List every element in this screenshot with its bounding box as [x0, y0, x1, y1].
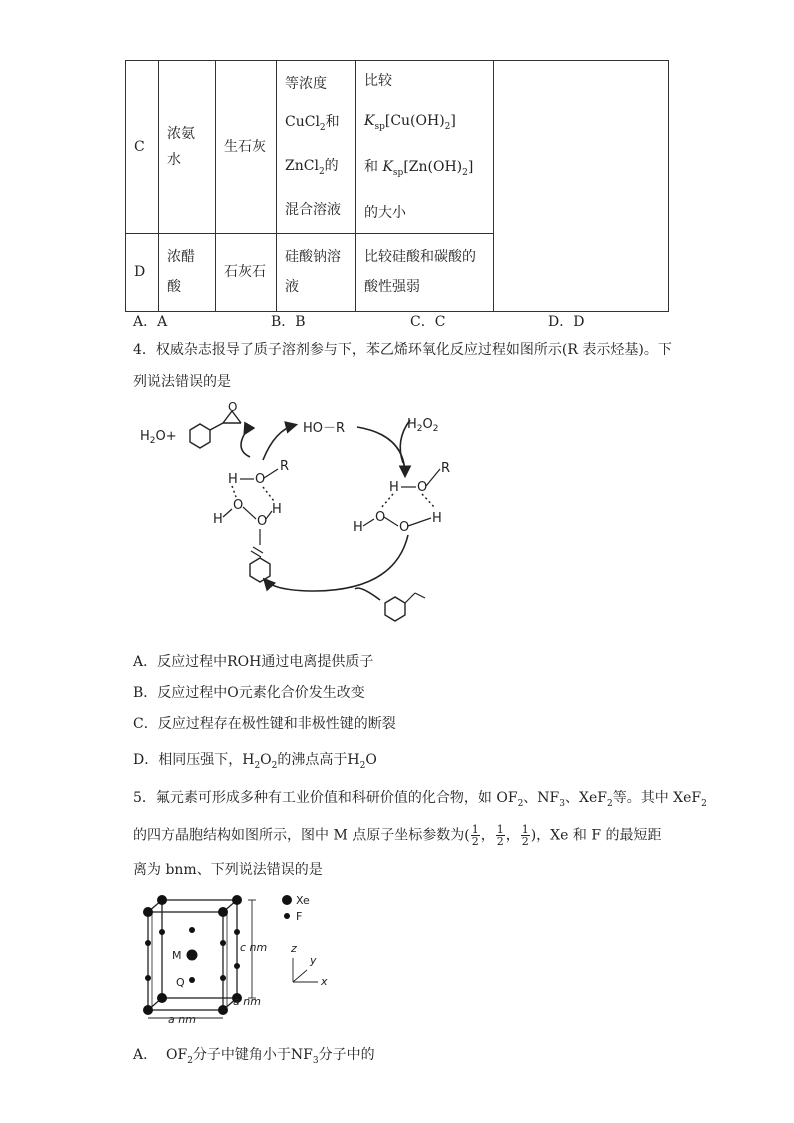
styrene-ring-icon [385, 597, 405, 621]
reagent-c-cell: 硅酸钠溶 液 [277, 233, 356, 311]
svg-text:O: O [257, 514, 268, 529]
cycle-arrow-icon [241, 433, 250, 457]
f-legend-icon [284, 913, 290, 919]
xe-legend-label: Xe [296, 894, 310, 907]
q3-option-a: A．A [133, 314, 168, 330]
xe-legend-icon [282, 895, 292, 905]
z-axis-label: z [291, 942, 297, 955]
f-legend-label: F [296, 910, 303, 923]
q5-stem-line3: 离为 bnm、下列说法错误的是 [133, 862, 323, 878]
row-label: D [126, 233, 159, 311]
blank-cell [494, 61, 669, 312]
q4-option-a: A．反应过程中ROH通过电离提供质子 [133, 654, 374, 670]
q5-stem-line1: 5．氟元素可形成多种有工业价值和科研价值的化合物，如 $OF_2$、$NF_3$、XeF$_2$等。其中 XeF$_2$ [133, 790, 707, 809]
styrene-ring-icon [250, 558, 270, 582]
reagent-a-cell: 浓醋 酸 [159, 233, 216, 311]
q3-option-b: B．B [271, 314, 306, 330]
svg-text:H: H [389, 480, 399, 495]
benzene-ring-icon [190, 424, 210, 448]
q5-option-a: A． $OF_2$分子中键角小于$NF_3$分子中的 [133, 1047, 375, 1066]
h2o2-label: $H_2O_2$ [407, 417, 439, 434]
svg-text:O: O [417, 480, 428, 495]
reagent-b-cell: 生石灰 [216, 61, 277, 234]
q4-option-c: C．反应过程存在极性键和非极性键的断裂 [133, 716, 396, 732]
cycle-arrow-icon [265, 535, 408, 591]
svg-text:H: H [353, 520, 363, 535]
x-axis-label: x [321, 975, 328, 988]
q4-option-b: B．反应过程中O元素化合价发生改变 [133, 685, 365, 701]
svg-text:O: O [375, 510, 386, 525]
reagent-a-cell: 浓氨 水 [159, 61, 216, 234]
y-axis-label: y [310, 954, 317, 967]
svg-text:H: H [228, 472, 238, 487]
q-label: Q [176, 976, 185, 989]
purpose-cell: 比较 $K_{sp}[Cu(OH)_2]$ 和 $K_{sp}[Zn(OH)_2]$ 的大小 [356, 61, 494, 234]
q4-option-d: D．相同压强下，$H_2O_2$的沸点高于$H_2O$ [133, 752, 377, 771]
svg-text:H: H [432, 511, 442, 526]
q4-stem-line1: 4．权威杂志报导了质子溶剂参与下，苯乙烯环氧化反应过程如图所示(R 表示烃基)。下 [133, 342, 672, 358]
table-row [126, 61, 669, 234]
m-label: M [172, 949, 182, 962]
svg-text:O: O [233, 498, 244, 513]
reagent-c-cell: 等浓度 CuCl$_2$和 ZnCl$_2$的 混合溶液 [277, 61, 356, 234]
svg-text:R: R [441, 461, 451, 476]
q5-crystal-cell-diagram [130, 888, 340, 1028]
h2o-plus-label: $H_2O+$ [140, 429, 177, 446]
purpose-cell: 比较硅酸和碳酸的 酸性强弱 [356, 233, 494, 311]
q-atom [189, 977, 195, 983]
c-dimension-label: c nm [240, 941, 268, 954]
a-bottom-dimension-label: a nm [168, 1013, 196, 1026]
q4-reaction-cycle-diagram [125, 395, 465, 640]
svg-text:H: H [272, 502, 282, 517]
q4-stem-line2: 列说法错误的是 [133, 374, 231, 390]
a-side-dimension-label: a nm [233, 995, 261, 1008]
cycle-arrow-icon [357, 427, 405, 475]
svg-text:O: O [399, 520, 410, 535]
epoxide-o-label: O [228, 400, 238, 414]
reagent-arrow-icon [355, 588, 380, 600]
ho-r-label: HO－R [303, 421, 346, 436]
q3-option-d: D．D [548, 314, 585, 330]
row-label: C [126, 61, 159, 234]
svg-text:O: O [255, 472, 266, 487]
svg-text:R: R [280, 459, 290, 474]
cycle-arrow-icon [263, 425, 295, 460]
m-atom [187, 950, 198, 961]
svg-text:H: H [213, 512, 223, 527]
reagent-b-cell: 石灰石 [216, 233, 277, 311]
q5-stem-line2: 的四方晶胞结构如图所示，图中 M 点原子坐标参数为( $\frac{1}{2}$ ， $\frac{1}{2}$ ， $\frac{1}{2}$ )，Xe 和 F 的最短距 [133, 823, 662, 848]
q3-option-c: C．C [410, 314, 446, 330]
q3-table [125, 60, 669, 312]
